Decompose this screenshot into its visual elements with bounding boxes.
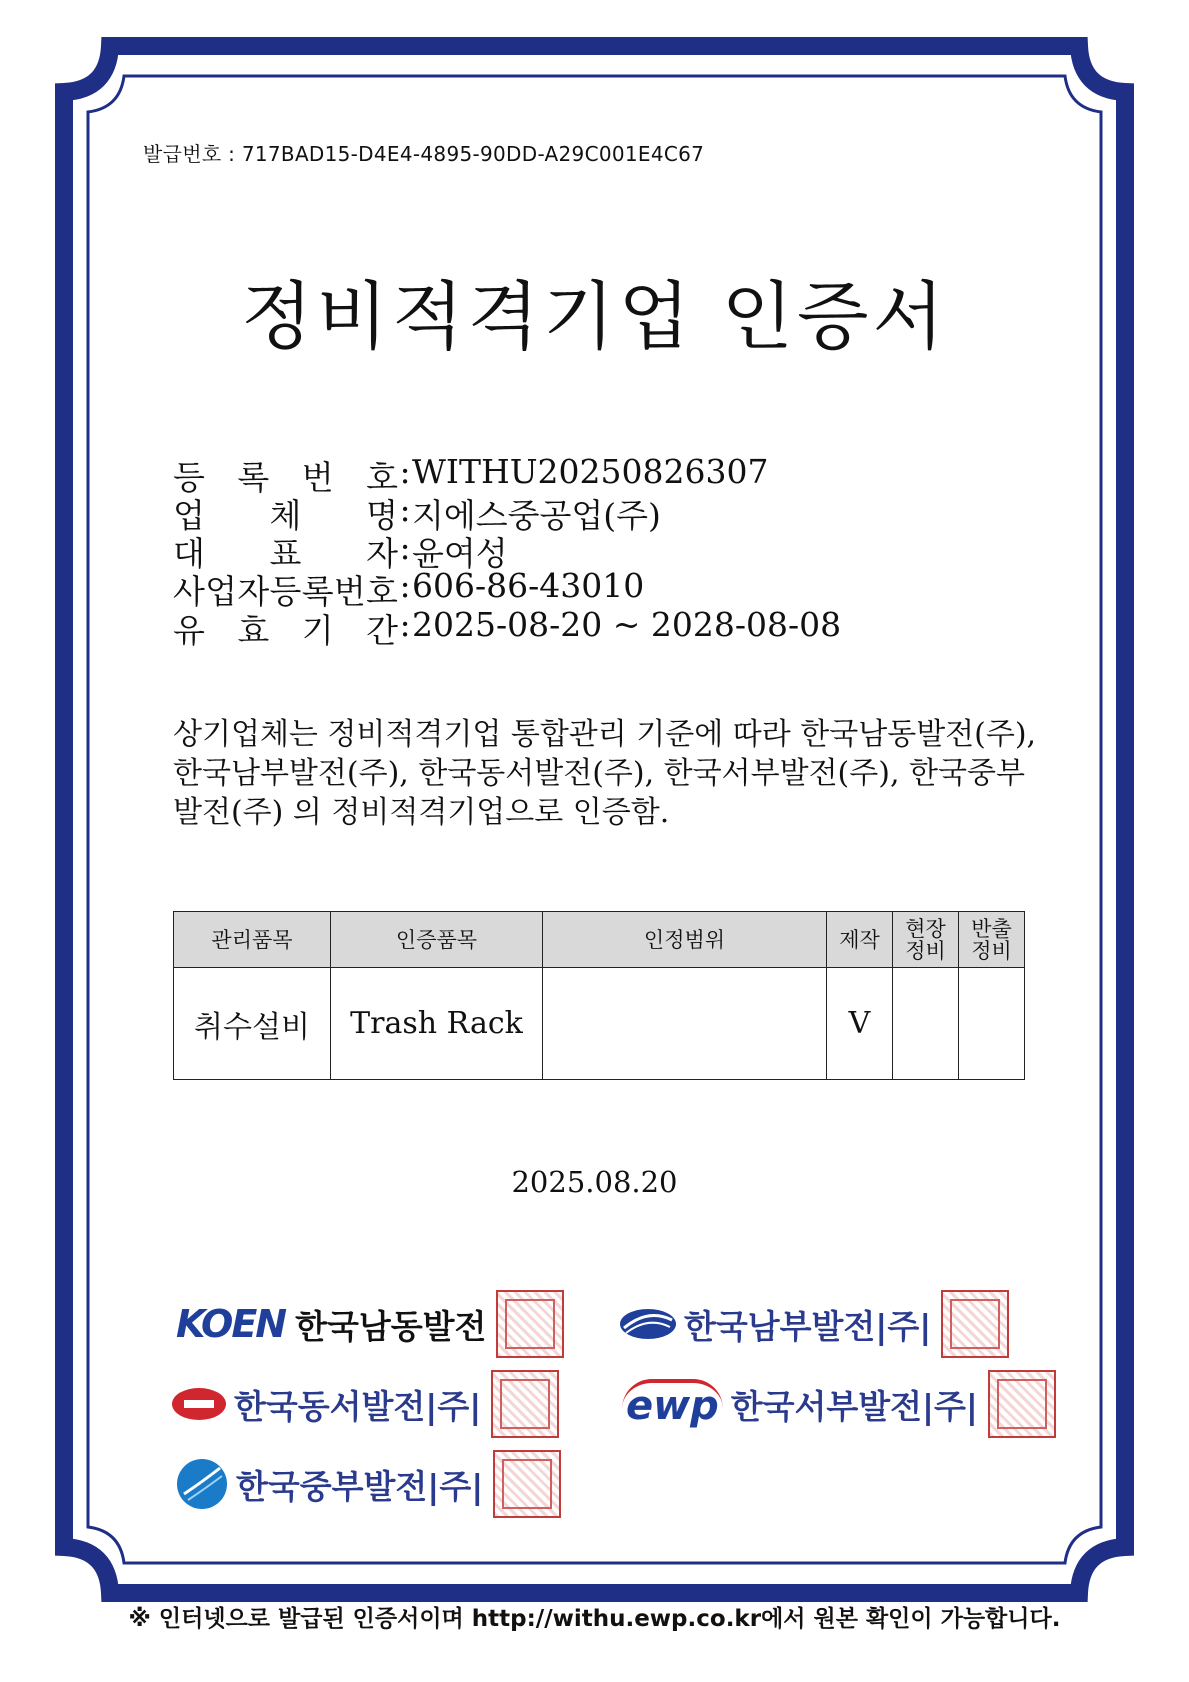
koen-company-name: 한국남동발전 [295, 1306, 487, 1346]
kowepo-company-name: 한국서부발전|주| [730, 1386, 978, 1426]
field-label-char: 등 [173, 458, 205, 497]
field-label [173, 605, 398, 652]
field-label-char: 간 [366, 611, 398, 650]
komipo-seal [493, 1450, 561, 1518]
kospo-company-name: 한국남부발전|주| [684, 1306, 932, 1346]
kowepo-seal [988, 1370, 1056, 1438]
cell-onsite-maintenance [893, 968, 959, 1080]
kospo-logo-block [618, 1290, 1009, 1358]
table-header-row [174, 912, 1025, 968]
field-label-char: 표 [269, 534, 302, 573]
issue-number-separator: : [221, 142, 242, 166]
ewp-east-seal [491, 1370, 559, 1438]
field-label-char: 대 [173, 534, 205, 573]
field-value: WITHU20250826307 [412, 452, 769, 491]
header-onsite-maintenance [893, 912, 959, 968]
cell-managed-item: 취수설비 [174, 968, 331, 1080]
ewp-east-logo-icon [170, 1385, 228, 1423]
field-colon: : [399, 566, 411, 605]
field-label-char: 록 [237, 458, 270, 497]
koen-logo-block [176, 1290, 564, 1358]
field-value: 606-86-43010 [412, 566, 645, 605]
field-value: 2025-08-20 ~ 2028-08-08 [412, 605, 842, 644]
kospo-logo-icon [618, 1306, 678, 1342]
kowepo-logo-mark: ewp [622, 1379, 723, 1429]
komipo-logo-icon [176, 1458, 228, 1510]
field-label-char: 자 [237, 572, 270, 611]
field-label-char: 명 [366, 496, 398, 535]
ewp-east-company-name: 한국동서발전|주| [234, 1386, 482, 1426]
field-label-char: 기 [301, 611, 334, 650]
header-certified-item: 인증품목 [331, 912, 543, 968]
cell-manufacture: V [827, 968, 893, 1080]
cell-certified-item: Trash Rack [331, 968, 543, 1080]
header-manufacture: 제작 [827, 912, 893, 968]
field-label-char: 록 [301, 572, 334, 611]
certificate-title: 정비적격기업 인증서 [241, 274, 948, 360]
table-row [174, 968, 1025, 1080]
kowepo-logo-block [622, 1370, 1056, 1438]
kospo-seal [941, 1290, 1009, 1358]
field-colon: : [399, 490, 411, 529]
certification-statement: 상기업체는 정비적격기업 통합관리 기준에 따라 한국남동발전(주), 한국남부발전(주), 한국동서발전(주), 한국서부발전(주), 한국중부발전(주) 의 정비적격기업으로 인증함. [173, 717, 1037, 830]
header-managed-item: 관리품목 [174, 912, 331, 968]
field-label-char: 효 [237, 611, 270, 650]
field-label-char: 번 [301, 458, 334, 497]
issue-number [143, 138, 704, 167]
koen-seal [496, 1290, 564, 1358]
field-label-char: 유 [173, 611, 205, 650]
field-label-char: 업 [205, 572, 238, 611]
field-label-char: 사 [173, 572, 205, 611]
komipo-logo-block [176, 1450, 561, 1518]
field-label-char: 등 [269, 572, 302, 611]
field-label-char: 호 [366, 458, 398, 497]
header-approved-scope: 인정범위 [543, 912, 827, 968]
field-colon: : [399, 528, 411, 567]
field-label-char: 업 [173, 496, 205, 535]
field-label-char: 체 [269, 496, 302, 535]
field-label-char: 번 [333, 572, 366, 611]
field-value: 윤여성 [412, 534, 508, 573]
issue-number-value: 717BAD15-D4E4-4895-90DD-A29C001E4C67 [241, 142, 705, 166]
header-offsite-maintenance-text: 반출 정비 [971, 916, 1012, 963]
field-label-char: 호 [366, 572, 398, 611]
field-colon: : [399, 605, 411, 644]
cell-offsite-maintenance [959, 968, 1025, 1080]
field-label-char: 자 [366, 534, 398, 573]
ewp-east-logo-block [170, 1370, 559, 1438]
field-colon: : [399, 452, 411, 491]
field-validity [173, 605, 841, 652]
cell-approved-scope [543, 968, 827, 1080]
komipo-company-name: 한국중부발전|주| [236, 1466, 484, 1506]
issue-date: 2025.08.20 [511, 1165, 678, 1199]
certification-table [173, 911, 1025, 1080]
header-offsite-maintenance [959, 912, 1025, 968]
koen-logo-mark: KOEN [176, 1302, 286, 1346]
issue-number-label: 발급번호 [143, 142, 222, 166]
verification-note: ※ 인터넷으로 발급된 인증서이며 http://withu.ewp.co.kr에서 원본 확인이 가능합니다. [128, 1606, 1061, 1632]
header-onsite-maintenance-text: 현장 정비 [905, 916, 946, 963]
field-value: 지에스중공업(주) [412, 496, 661, 535]
